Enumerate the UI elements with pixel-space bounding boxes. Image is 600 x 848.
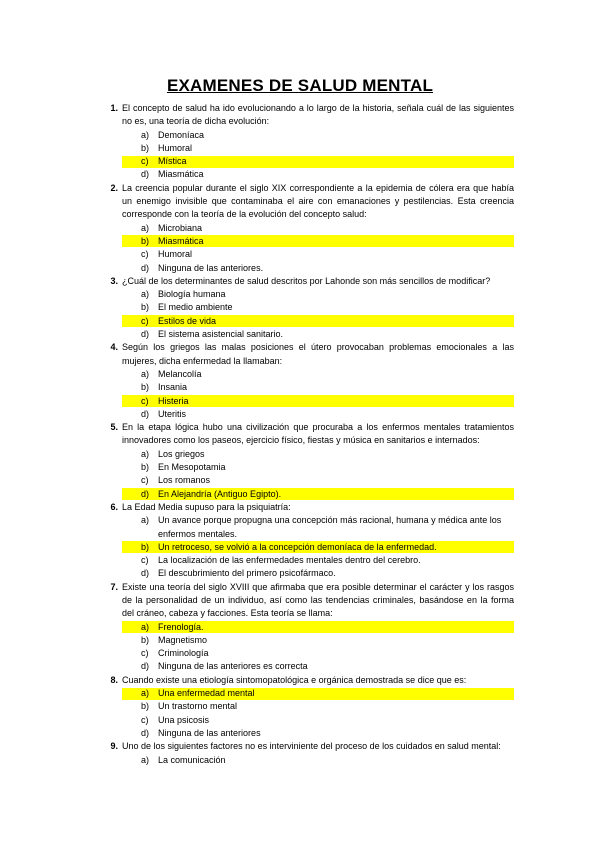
answer-option [0,634,600,647]
answer-option [0,129,600,142]
answer-letter: a) [141,515,150,526]
answer-option [0,288,600,301]
question-text: Según los griegos las malas posiciones el útero provocaban problemas emocionales a las mujeres, dicha enfermedad la llamaban: [122,342,514,366]
answer-letter: d) [141,329,150,340]
answer-text: En Mesopotamia [158,462,226,473]
answer-letter: b) [141,382,150,393]
answer-option [0,647,600,660]
answer-option [0,248,600,261]
answer-option [0,461,600,474]
answer-option [0,328,600,341]
answer-letter: d) [141,169,150,180]
answer-option [0,395,600,408]
answer-text: El descubrimiento del primero psicofármaco. [158,568,336,579]
answer-letter: c) [141,648,149,659]
answer-letter: c) [141,555,149,566]
answer-text: Miasmática [158,169,204,180]
question-8 [0,674,600,740]
answer-text: Miasmática [158,235,204,246]
answer-option [0,222,600,235]
answer-text: Ninguna de las anteriores [158,727,261,738]
page-title: EXAMENES DE SALUD MENTAL [166,76,434,95]
answer-text: Histeria [158,395,189,406]
answer-text: La comunicación [158,754,226,765]
question-9 [0,740,600,767]
question-text: ¿Cuál de los determinantes de salud descritos por Lahonde son más sencillos de modificar? [122,275,491,286]
answer-option [0,754,600,767]
question-list [0,102,600,767]
answer-letter: a) [141,222,150,233]
answer-option [0,621,600,634]
answer-letter: b) [141,462,150,473]
question-number: 5. [110,422,118,433]
answer-option [0,554,600,567]
answer-option [0,168,600,181]
question-2 [0,182,600,275]
answer-letter: c) [141,475,149,486]
answer-letter: d) [141,262,150,273]
question-text: El concepto de salud ha ido evolucionando a lo largo de la historia, señala cuál de las siguientes no es, una teoría de dicha evolución: [122,103,514,127]
answer-text: Una psicosis [158,714,210,725]
answer-text: Biología humana [158,289,226,300]
answer-text: Uteritis [158,408,187,419]
answer-option [0,687,600,700]
answer-letter: a) [141,688,150,699]
answer-option [0,488,600,501]
answer-text: En Alejandría (Antiguo Egipto). [158,488,282,499]
answer-option [0,142,600,155]
answer-option [0,301,600,314]
question-3 [0,275,600,341]
answer-text: Los romanos [158,475,211,486]
question-number: 8. [110,674,118,685]
question-text: En la etapa lógica hubo una civilización que procuraba a los enfermos mentales tratamientos innovadores como los paseos, ejercicio físico, fiestas y música en sanitarios e internados: [122,422,514,446]
answer-letter: c) [141,156,149,167]
answer-letter: d) [141,408,150,419]
answer-letter: a) [141,754,150,765]
question-number: 6. [110,501,118,512]
answer-letter: a) [141,621,150,632]
answer-option [0,408,600,421]
answer-text: Melancolía [158,368,202,379]
answer-letter: b) [141,235,150,246]
answer-text: Ninguna de las anteriores es correcta [158,661,308,672]
answer-text: Un avance porque propugna una concepción más racional, humana y médica ante los enfermos mentales. [158,515,502,539]
answer-text: El medio ambiente [158,302,233,313]
question-number: 3. [110,275,118,286]
question-number: 2. [110,182,118,193]
answer-option [0,155,600,168]
answer-option [0,262,600,275]
answer-letter: d) [141,661,150,672]
answer-text: Mística [158,156,187,167]
question-5 [0,421,600,501]
question-1 [0,102,600,182]
answer-text: Un trastorno mental [158,701,238,712]
answer-letter: a) [141,368,150,379]
answer-letter: a) [141,129,150,140]
answer-text: Estilos de vida [158,315,217,326]
answer-text: Microbiana [158,222,203,233]
answer-option [0,474,600,487]
answer-text: Los griegos [158,448,205,459]
answer-option [0,514,600,541]
question-text: La Edad Media supuso para la psiquiatría: [122,501,291,512]
answer-text: Frenología. [158,621,204,632]
answer-option [0,714,600,727]
answer-letter: b) [141,142,150,153]
question-4 [0,341,600,421]
answer-option [0,660,600,673]
question-number: 7. [110,581,118,592]
answer-letter: b) [141,701,150,712]
answer-letter: c) [141,714,149,725]
answer-option [0,700,600,713]
question-text: Cuando existe una etiología sintomopatológica e orgánica demostrada se dice que es: [122,674,467,685]
answer-option [0,567,600,580]
answer-text: Criminología [158,648,209,659]
question-6 [0,501,600,581]
answer-text: Ninguna de las anteriores. [158,262,264,273]
answer-text: La localización de las enfermedades mentales dentro del cerebro. [158,555,421,566]
answer-letter: a) [141,289,150,300]
question-text: Uno de los siguientes factores no es interviniente del proceso de los cuidados en salud mental: [122,741,501,752]
answer-option [0,541,600,554]
answer-text: Una enfermedad mental [158,688,255,699]
answer-text: Magnetismo [158,634,208,645]
answer-letter: a) [141,448,150,459]
question-number: 9. [110,741,118,752]
answer-text: Un retroceso, se volvió a la concepción demoníaca de la enfermedad. [158,541,437,552]
answer-letter: d) [141,488,150,499]
answer-text: Demoníaca [158,129,205,140]
question-text: Existe una teoría del siglo XVIII que afirmaba que era posible determinar el carácter y los rasgos de la personalidad de un individuo, así como las tendencias criminales, basándose en la forma del cráneo, cabeza y facciones. Esta teoría se llama: [122,581,514,619]
question-number: 4. [110,342,118,353]
answer-option [0,448,600,461]
answer-letter: d) [141,727,150,738]
answer-text: Humoral [158,249,193,260]
question-text: La creencia popular durante el siglo XIX correspondiente a la epidemia de cólera era que había un enemigo invisible que contaminaba el aire con emanaciones y pestilencias. Esta creencia corresponde con la teoría de la evolución del concepto salud: [122,182,514,220]
answer-option [0,235,600,248]
answer-option [0,727,600,740]
answer-text: Humoral [158,142,193,153]
answer-option [0,315,600,328]
question-7 [0,581,600,674]
question-number: 1. [110,103,118,113]
answer-letter: b) [141,541,150,552]
answer-option [0,381,600,394]
answer-letter: c) [141,249,149,260]
answer-option [0,368,600,381]
answer-letter: c) [141,395,149,406]
answer-text: El sistema asistencial sanitario. [158,329,284,340]
answer-letter: b) [141,302,150,313]
answer-letter: d) [141,568,150,579]
answer-text: Insania [158,382,188,393]
answer-letter: b) [141,634,150,645]
answer-letter: c) [141,315,149,326]
